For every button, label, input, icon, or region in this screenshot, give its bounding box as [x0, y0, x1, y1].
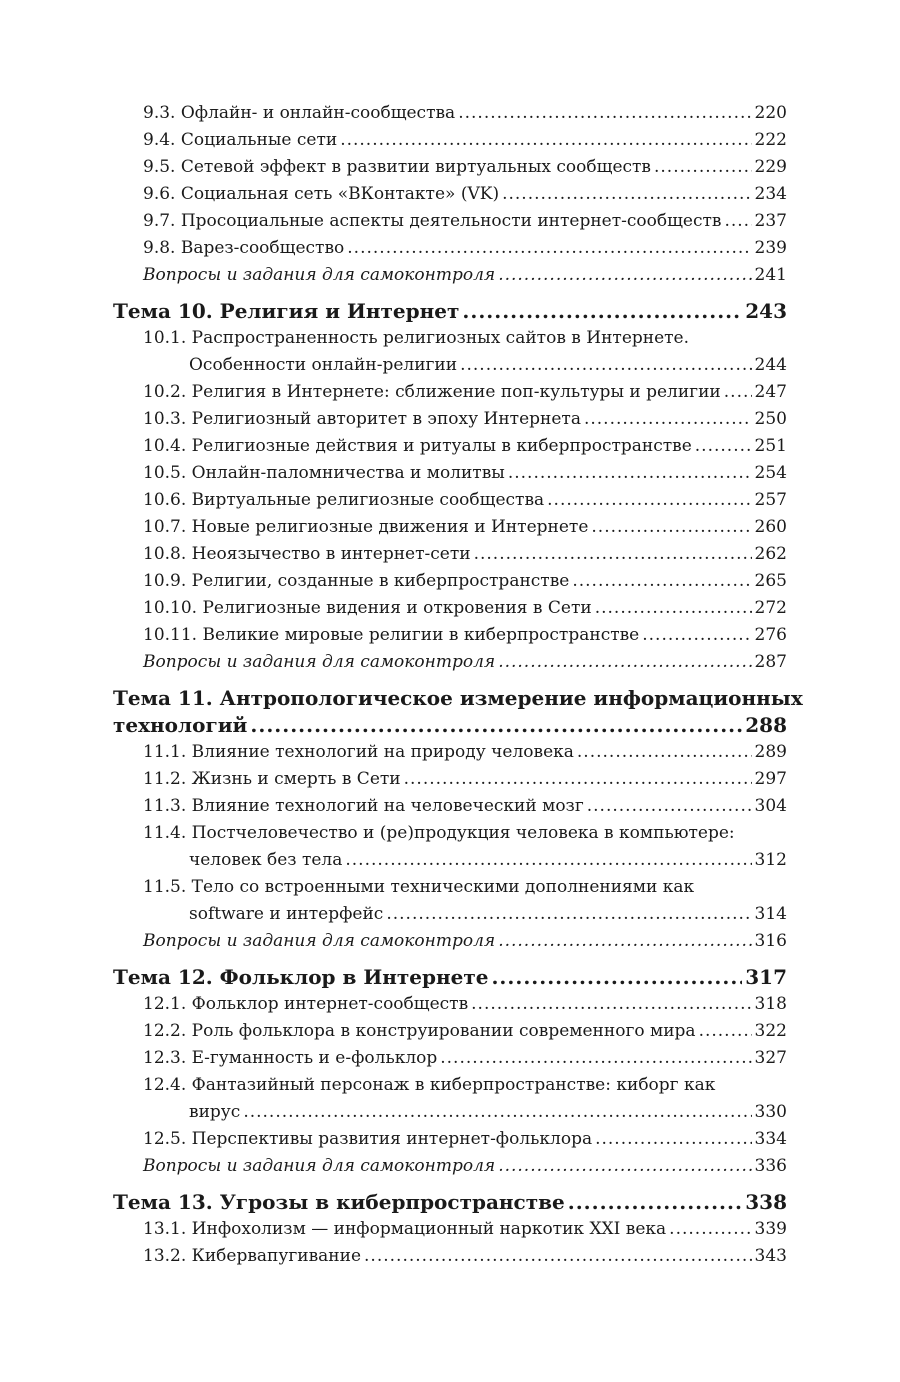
toc-entry-10-8[interactable]: 10.8. Неоязычество в интернет-сети ..... 262 [113, 541, 787, 568]
page-number: 314 [754, 904, 787, 924]
page-number: 257 [754, 490, 787, 510]
section-9-entries [113, 100, 787, 289]
toc-entry-10-7[interactable]: 10.7. Новые религиозные движения и Интернете ..... 260 [113, 514, 787, 541]
toc-entry-10-1-line2[interactable]: Особенности онлайн-религии ..... 244 [113, 352, 787, 379]
page-number: 234 [754, 184, 787, 204]
topic-11 [113, 685, 803, 955]
page-number: 312 [754, 850, 787, 870]
page-number: 265 [754, 571, 787, 591]
toc-entry-12-5[interactable]: 12.5. Перспективы развития интернет-фольклора ..... 334 [113, 1126, 787, 1153]
toc-entry-11-4-line1[interactable]: 11.4. Постчеловечество и (ре)продукция человека в компьютере: [143, 823, 735, 843]
page-number: 222 [754, 130, 787, 150]
toc-entry-10-9[interactable]: 10.9. Религии, созданные в киберпространстве ..... 265 [113, 568, 787, 595]
page-number: 241 [754, 265, 787, 285]
toc-entry-11-4-line2[interactable]: человек без тела ..... 312 [113, 847, 787, 874]
toc-entry-10-questions[interactable]: Вопросы и задания для самоконтроля ..... 287 [113, 649, 787, 676]
toc-entry-12-1[interactable]: 12.1. Фольклор интернет-сообществ ..... 318 [113, 991, 787, 1018]
toc-entry-11-questions[interactable]: Вопросы и задания для самоконтроля ..... 316 [113, 928, 787, 955]
toc-entry-10-4[interactable]: 10.4. Религиозные действия и ритуалы в киберпространстве ..... 251 [113, 433, 787, 460]
page-number: 287 [754, 652, 787, 672]
page-number: 250 [754, 409, 787, 429]
page-number: 247 [754, 382, 787, 402]
page-number: 220 [754, 103, 787, 123]
toc-entry-10-2[interactable]: 10.2. Религия в Интернете: сближение поп-культуры и религии ..... 247 [113, 379, 787, 406]
topic-12-heading[interactable]: Тема 12. Фольклор в Интернете ..... 317 [113, 964, 787, 991]
topic-10 [113, 298, 787, 676]
toc-entry-9-questions[interactable]: Вопросы и задания для самоконтроля ..... 241 [113, 262, 787, 289]
page-number: 322 [754, 1021, 787, 1041]
toc-entry-11-5-line1[interactable]: 11.5. Тело со встроенными техническими дополнениями как [143, 877, 695, 897]
toc-entry-12-questions[interactable]: Вопросы и задания для самоконтроля ..... 336 [113, 1153, 787, 1180]
toc-entry-10-10[interactable]: 10.10. Религиозные видения и откровения в Сети ..... 272 [113, 595, 787, 622]
toc-entry-10-3[interactable]: 10.3. Религиозный авторитет в эпоху Интернета ..... 250 [113, 406, 787, 433]
toc-entry-11-5-line2[interactable]: software и интерфейс ..... 314 [113, 901, 787, 928]
page-number: 330 [754, 1102, 787, 1122]
toc-entry-13-1[interactable]: 13.1. Инфохолизм — информационный наркотик XXI века ..... 339 [113, 1216, 787, 1243]
toc-entry-9-5[interactable]: 9.5. Сетевой эффект в развитии виртуальных сообществ ..... 229 [113, 154, 787, 181]
page-number: 276 [754, 625, 787, 645]
toc-entry-12-3[interactable]: 12.3. Е-гуманность и е-фольклор ..... 327 [113, 1045, 787, 1072]
toc-entry-10-11[interactable]: 10.11. Великие мировые религии в киберпространстве ..... 276 [113, 622, 787, 649]
page-number: 339 [754, 1219, 787, 1239]
page-number: 318 [754, 994, 787, 1014]
toc-entry-13-2[interactable]: 13.2. Кибервапугивание ..... 343 [113, 1243, 787, 1270]
page-number: 229 [754, 157, 787, 177]
page-number: 316 [754, 931, 787, 951]
topic-13 [113, 1189, 787, 1270]
page-number: 304 [754, 796, 787, 816]
page-number: 260 [754, 517, 787, 537]
page-number: 262 [754, 544, 787, 564]
topic-11-heading-line2[interactable]: технологий ..... 288 [113, 712, 787, 739]
toc-entry-11-1[interactable]: 11.1. Влияние технологий на природу человека ..... 289 [113, 739, 787, 766]
page-number: 251 [754, 436, 787, 456]
toc-entry-9-8[interactable]: 9.8. Варез-сообщество ..... 239 [113, 235, 787, 262]
topic-11-heading-line1[interactable]: Тема 11. Антропологическое измерение информационных [113, 686, 803, 710]
toc-entry-12-4-line1[interactable]: 12.4. Фантазийный персонаж в киберпространстве: киборг как [143, 1075, 716, 1095]
page-number: 237 [754, 211, 787, 231]
toc-entry-9-6[interactable]: 9.6. Социальная сеть «ВКонтакте» (VK) ..... 234 [113, 181, 787, 208]
topic-13-heading[interactable]: Тема 13. Угрозы в киберпространстве ..... 338 [113, 1189, 787, 1216]
page-number: 272 [754, 598, 787, 618]
page-number: 239 [754, 238, 787, 258]
page-number: 327 [754, 1048, 787, 1068]
page-number: 317 [745, 965, 787, 989]
toc-entry-10-1-line1[interactable]: 10.1. Распространенность религиозных сайтов в Интернете. [143, 328, 690, 348]
table-of-contents [113, 100, 803, 1270]
topic-10-heading[interactable]: Тема 10. Религия и Интернет ..... 243 [113, 298, 787, 325]
topic-12 [113, 964, 787, 1180]
page-number: 254 [754, 463, 787, 483]
toc-entry-10-6[interactable]: 10.6. Виртуальные религиозные сообщества ..... 257 [113, 487, 787, 514]
toc-entry-9-3[interactable]: 9.3. Офлайн- и онлайн-сообщества ..... 220 [113, 100, 787, 127]
toc-entry-9-4[interactable]: 9.4. Социальные сети ..... 222 [113, 127, 787, 154]
toc-entry-11-3[interactable]: 11.3. Влияние технологий на человеческий мозг ..... 304 [113, 793, 787, 820]
toc-entry-11-2[interactable]: 11.2. Жизнь и смерть в Сети ..... 297 [113, 766, 787, 793]
toc-entry-10-5[interactable]: 10.5. Онлайн-паломничества и молитвы ..... 254 [113, 460, 787, 487]
toc-entry-9-7[interactable]: 9.7. Просоциальные аспекты деятельности интернет-сообществ ..... 237 [113, 208, 787, 235]
page-number: 297 [754, 769, 787, 789]
page-number: 334 [754, 1129, 787, 1149]
page-number: 343 [754, 1246, 787, 1266]
page-number: 338 [745, 1190, 787, 1214]
page-number: 288 [745, 713, 787, 737]
page-number: 336 [754, 1156, 787, 1176]
page-number: 244 [754, 355, 787, 375]
page-number: 243 [745, 299, 787, 323]
toc-entry-12-4-line2[interactable]: вирус ..... 330 [113, 1099, 787, 1126]
page-number: 289 [754, 742, 787, 762]
toc-entry-12-2[interactable]: 12.2. Роль фольклора в конструировании современного мира ..... 322 [113, 1018, 787, 1045]
